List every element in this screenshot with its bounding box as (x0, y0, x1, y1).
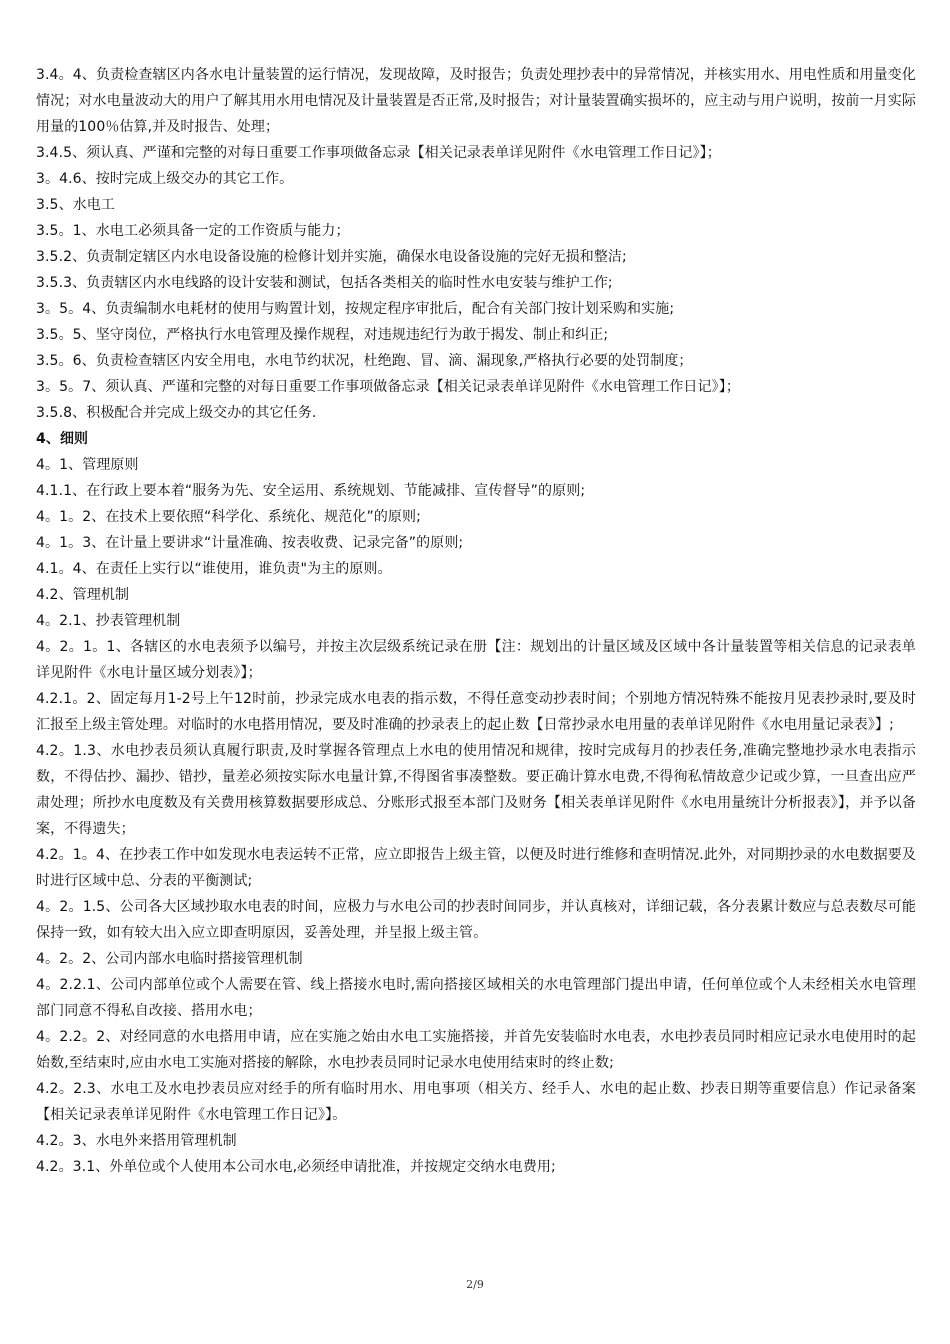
paragraph-4-2-2-2: 4。2.2。2、对经同意的水电搭用申请，应在实施之始由水电工实施搭接，并首先安装临时水电表，水电抄表员同时相应记录水电使用时的起始数,至结束时,应由水电工实施对搭接的解除，水电抄表员同时记录水电使用结束时的终止数; (36, 1029, 916, 1071)
paragraph-3-4-6: 3。4.6、按时完成上级交办的其它工作。 (36, 171, 294, 187)
document-body (36, 62, 916, 1180)
paragraph-3-4-5: 3.4.5、须认真、严谨和完整的对每日重要工作事项做备忘录【相关记录表单详见附件《水电管理工作日记》】； (36, 145, 721, 161)
page-number: 2/9 (466, 1278, 484, 1291)
section-heading-4-2-1: 4。2.1、抄表管理机制 (36, 613, 181, 629)
paragraph-4-2-1-4: 4.2。1。4、在抄表工作中如发现水电表运转不正常，应立即报告上级主管，以便及时进行维修和查明情况.此外，对同期抄录的水电数据要及时进行区域中总、分表的平衡测试; (36, 847, 916, 889)
paragraph-4-2-1-5: 4。2。1.5、公司各大区域抄取水电表的时间，应极力与水电公司的抄表时间同步，并认真核对，详细记载，各分表累计数应与总表数尽可能保持一致，如有较大出入应立即查明原因，妥善处理，并呈报上级主管。 (36, 899, 916, 941)
paragraph-3-5-1: 3.5。1、水电工必须具备一定的工作资质与能力； (36, 223, 350, 239)
paragraph-4-2-2-1: 4。2.2.1、公司内部单位或个人需要在管、线上搭接水电时,需向搭接区域相关的水电管理部门提出申请，任何单位或个人未经相关水电管理部门同意不得私自改接、搭用水电； (36, 977, 916, 1019)
paragraph-4-2-1-2: 4.2.1。2、固定每月1-2号上午12时前，抄录完成水电表的指示数，不得任意变动抄表时间；个别地方情况特殊不能按月见表抄录时,要及时汇报至上级主管处理。对临时的水电搭用情况，要及时准确的抄录表上的起止数【日常抄录水电用量的表单详见附件《水电用量记录表》】; (36, 691, 916, 733)
paragraph-4-1-1: 4.1.1、在行政上要本着“服务为先、安全运用、系统规划、节能减排、宣传督导”的原则; (36, 483, 586, 499)
paragraph-4-1-2: 4。1。2、在技术上要依照“科学化、系统化、规范化”的原则; (36, 509, 421, 525)
paragraph-4-2-2-3: 4.2。2.3、水电工及水电抄表员应对经手的所有临时用水、用电事项（相关方、经手人、水电的起止数、抄表日期等重要信息）作记录备案【相关记录表单详见附件《水电管理工作日记》】。 (36, 1081, 916, 1123)
section-heading-4-1: 4。1、管理原则 (36, 457, 139, 473)
section-heading-4-2-3: 4.2。3、水电外来搭用管理机制 (36, 1133, 237, 1149)
paragraph-3-5-6: 3.5。6、负责检查辖区内安全用电，水电节约状况，杜绝跑、冒、滴、漏现象,严格执行必要的处罚制度； (36, 353, 693, 369)
section-heading-4: 4、细则 (36, 431, 89, 447)
paragraph-3-5-2: 3.5.2、负责制定辖区内水电设备设施的检修计划并实施，确保水电设备设施的完好无损和整洁; (36, 249, 627, 265)
section-heading-4-2-2: 4。2。2、公司内部水电临时搭接管理机制 (36, 951, 303, 967)
paragraph-4-2-1-3: 4.2。1.3、水电抄表员须认真履行职责,及时掌握各管理点上水电的使用情况和规律，按时完成每月的抄表任务,准确完整地抄录水电表指示数，不得估抄、漏抄、错抄，量差必须按实际水电量计算,不得图省事凑整数。要正确计算水电费,不得徇私情故意少记或少算，一旦查出应严肃处理；所抄水电度数及有关费用核算数据要形成总、分账形式报至本部门及财务【相关表单详见附件《水电用量统计分析报表》】，并予以备案，不得遗失； (36, 743, 916, 837)
paragraph-4-2-1-1: 4。2。1。1、各辖区的水电表须予以编号，并按主次层级系统记录在册【注：规划出的计量区域及区域中各计量装置等相关信息的记录表单详见附件《水电计量区域分划表》】； (36, 639, 916, 681)
paragraph-4-1-4: 4.1。4、在责任上实行以“谁使用，谁负责"为主的原则。 (36, 561, 392, 577)
paragraph-4-2-3-1: 4.2。3.1、外单位或个人使用本公司水电,必须经申请批准，并按规定交纳水电费用; (36, 1159, 556, 1175)
paragraph-3-5-8: 3.5.8、积极配合并完成上级交办的其它任务. (36, 405, 317, 421)
paragraph-3-5-7: 3。5。7、须认真、严谨和完整的对每日重要工作事项做备忘录【相关记录表单详见附件《水电管理工作日记》】； (36, 379, 740, 395)
section-heading-3-5: 3.5、水电工 (36, 197, 115, 213)
paragraph-3-5-4: 3。5。4、负责编制水电耗材的使用与购置计划，按规定程序审批后，配合有关部门按计划采购和实施; (36, 301, 675, 317)
paragraph-4-1-3: 4。1。3、在计量上要讲求“计量准确、按表收费、记录完备”的原则; (36, 535, 464, 551)
paragraph-3-5-5: 3.5。5、坚守岗位，严格执行水电管理及操作规程，对违规违纪行为敢于揭发、制止和纠正; (36, 327, 609, 343)
section-heading-4-2: 4.2、管理机制 (36, 587, 130, 603)
paragraph-3-5-3: 3.5.3、负责辖区内水电线路的设计安装和测试，包括各类相关的临时性水电安装与维护工作; (36, 275, 613, 291)
paragraph-3-4-4: 3.4。4、负责检查辖区内各水电计量装置的运行情况，发现故障，及时报告；负责处理抄表中的异常情况，并核实用水、用电性质和用量变化情况；对水电量波动大的用户了解其用水用电情况及计量装置是否正常,及时报告；对计量装置确实损坏的，应主动与用户说明，按前一月实际用量的100％估算,并及时报告、处理； (36, 67, 916, 135)
